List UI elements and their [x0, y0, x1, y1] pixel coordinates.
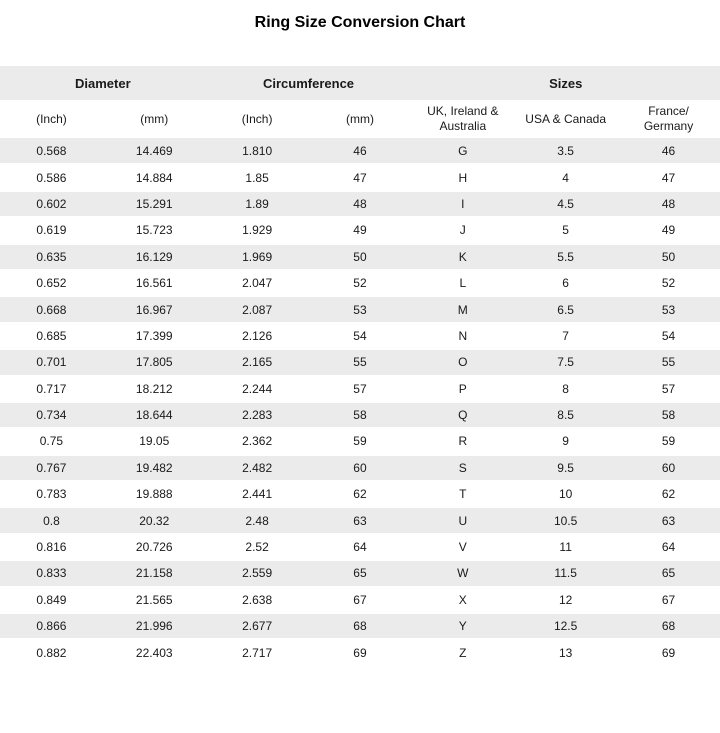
table-cell: 60 — [309, 455, 412, 481]
table-row — [0, 428, 720, 454]
group-header-cell: Diameter — [0, 66, 206, 100]
table-cell: 2.283 — [206, 402, 309, 428]
table-cell: 0.833 — [0, 560, 103, 586]
table-cell: 55 — [617, 349, 720, 375]
table-cell: 69 — [309, 639, 412, 665]
table-cell: 0.816 — [0, 534, 103, 560]
table-row — [0, 455, 720, 481]
table-header — [0, 66, 720, 138]
table-cell: 2.441 — [206, 481, 309, 507]
column-header-cell: UK, Ireland & Australia — [411, 100, 514, 138]
table-cell: 2.362 — [206, 428, 309, 454]
table-cell: 6 — [514, 270, 617, 296]
table-row — [0, 587, 720, 613]
table-cell: H — [411, 164, 514, 190]
table-cell: 16.561 — [103, 270, 206, 296]
table-cell: 0.866 — [0, 613, 103, 639]
column-header-cell: France/ Germany — [617, 100, 720, 138]
table-cell: 17.399 — [103, 323, 206, 349]
table-cell: 0.635 — [0, 244, 103, 270]
table-row — [0, 349, 720, 375]
table-cell: 1.85 — [206, 164, 309, 190]
table-cell: 9.5 — [514, 455, 617, 481]
table-cell: 2.48 — [206, 507, 309, 533]
table-cell: 9 — [514, 428, 617, 454]
group-header-cell: Sizes — [411, 66, 720, 100]
table-cell: Q — [411, 402, 514, 428]
table-cell: 8 — [514, 376, 617, 402]
table-cell: L — [411, 270, 514, 296]
table-cell: 0.8 — [0, 507, 103, 533]
table-cell: 19.482 — [103, 455, 206, 481]
table-body — [0, 138, 720, 666]
table-cell: T — [411, 481, 514, 507]
table-cell: 2.244 — [206, 376, 309, 402]
column-header-cell: (Inch) — [206, 100, 309, 138]
table-cell: 11 — [514, 534, 617, 560]
table-row — [0, 164, 720, 190]
table-row — [0, 244, 720, 270]
table-row — [0, 270, 720, 296]
table-cell: 2.638 — [206, 587, 309, 613]
column-header-cell: (mm) — [309, 100, 412, 138]
table-row — [0, 138, 720, 164]
table-cell: I — [411, 191, 514, 217]
table-row — [0, 560, 720, 586]
table-cell: S — [411, 455, 514, 481]
table-cell: 50 — [309, 244, 412, 270]
table-cell: 63 — [309, 507, 412, 533]
table-cell: 52 — [309, 270, 412, 296]
table-cell: 64 — [617, 534, 720, 560]
table-cell: 11.5 — [514, 560, 617, 586]
table-cell: 15.291 — [103, 191, 206, 217]
table-cell: N — [411, 323, 514, 349]
table-cell: 6.5 — [514, 296, 617, 322]
table-cell: 48 — [309, 191, 412, 217]
column-header-cell: USA & Canada — [514, 100, 617, 138]
table-cell: K — [411, 244, 514, 270]
table-cell: 0.568 — [0, 138, 103, 164]
table-cell: 2.717 — [206, 639, 309, 665]
table-row — [0, 639, 720, 665]
table-cell: 0.701 — [0, 349, 103, 375]
table-cell: 47 — [309, 164, 412, 190]
table-row — [0, 323, 720, 349]
table-cell: 20.726 — [103, 534, 206, 560]
table-cell: 63 — [617, 507, 720, 533]
table-cell: 58 — [617, 402, 720, 428]
table-cell: 19.05 — [103, 428, 206, 454]
table-cell: 68 — [309, 613, 412, 639]
table-cell: 2.482 — [206, 455, 309, 481]
table-cell: 15.723 — [103, 217, 206, 243]
table-cell: 2.087 — [206, 296, 309, 322]
table-cell: 21.158 — [103, 560, 206, 586]
table-cell: 4 — [514, 164, 617, 190]
table-cell: M — [411, 296, 514, 322]
table-cell: 21.996 — [103, 613, 206, 639]
table-cell: G — [411, 138, 514, 164]
table-cell: 49 — [617, 217, 720, 243]
table-cell: 0.882 — [0, 639, 103, 665]
table-cell: 2.047 — [206, 270, 309, 296]
table-cell: 2.52 — [206, 534, 309, 560]
table-cell: 5 — [514, 217, 617, 243]
table-cell: 21.565 — [103, 587, 206, 613]
page-title: Ring Size Conversion Chart — [254, 14, 466, 31]
table-cell: Y — [411, 613, 514, 639]
table-cell: X — [411, 587, 514, 613]
table-cell: 0.75 — [0, 428, 103, 454]
table-cell: 12 — [514, 587, 617, 613]
table-cell: 2.559 — [206, 560, 309, 586]
table-cell: 0.652 — [0, 270, 103, 296]
table-cell: 67 — [309, 587, 412, 613]
table-cell: 18.212 — [103, 376, 206, 402]
table-cell: 55 — [309, 349, 412, 375]
table-cell: 60 — [617, 455, 720, 481]
table-cell: 54 — [309, 323, 412, 349]
table-cell: 65 — [309, 560, 412, 586]
table-cell: 58 — [309, 402, 412, 428]
table-row — [0, 191, 720, 217]
table-cell: 4.5 — [514, 191, 617, 217]
table-cell: 0.783 — [0, 481, 103, 507]
table-cell: 2.677 — [206, 613, 309, 639]
table-row — [0, 534, 720, 560]
table-row — [0, 402, 720, 428]
table-cell: 7.5 — [514, 349, 617, 375]
table-cell: 20.32 — [103, 507, 206, 533]
table-cell: V — [411, 534, 514, 560]
table-cell: 1.89 — [206, 191, 309, 217]
table-cell: J — [411, 217, 514, 243]
table-cell: Z — [411, 639, 514, 665]
table-cell: 0.717 — [0, 376, 103, 402]
table-cell: 0.849 — [0, 587, 103, 613]
table-cell: 53 — [309, 296, 412, 322]
table-cell: 0.685 — [0, 323, 103, 349]
table-cell: 47 — [617, 164, 720, 190]
table-cell: 14.884 — [103, 164, 206, 190]
table-cell: 16.129 — [103, 244, 206, 270]
table-cell: 5.5 — [514, 244, 617, 270]
table-cell: 67 — [617, 587, 720, 613]
table-cell: 2.126 — [206, 323, 309, 349]
table-cell: U — [411, 507, 514, 533]
table-cell: 19.888 — [103, 481, 206, 507]
table-cell: 2.165 — [206, 349, 309, 375]
table-row — [0, 507, 720, 533]
table-row — [0, 481, 720, 507]
table-cell: 10.5 — [514, 507, 617, 533]
ring-size-chart-page — [0, 13, 720, 667]
table-cell: 57 — [309, 376, 412, 402]
table-cell: 57 — [617, 376, 720, 402]
table-cell: 1.929 — [206, 217, 309, 243]
table-cell: 13 — [514, 639, 617, 665]
table-cell: 1.810 — [206, 138, 309, 164]
table-cell: 3.5 — [514, 138, 617, 164]
table-cell: 59 — [617, 428, 720, 454]
table-row — [0, 296, 720, 322]
table-cell: 1.969 — [206, 244, 309, 270]
table-row — [0, 613, 720, 639]
table-cell: 0.602 — [0, 191, 103, 217]
table-cell: 0.734 — [0, 402, 103, 428]
table-cell: R — [411, 428, 514, 454]
table-cell: 18.644 — [103, 402, 206, 428]
group-header-row — [0, 66, 720, 100]
table-cell: 62 — [309, 481, 412, 507]
table-cell: 64 — [309, 534, 412, 560]
table-cell: 0.586 — [0, 164, 103, 190]
column-header-cell: (mm) — [103, 100, 206, 138]
table-cell: 49 — [309, 217, 412, 243]
table-cell: 59 — [309, 428, 412, 454]
table-cell: 62 — [617, 481, 720, 507]
table-cell: 0.668 — [0, 296, 103, 322]
table-cell: 7 — [514, 323, 617, 349]
column-header-row — [0, 100, 720, 138]
table-row — [0, 217, 720, 243]
table-cell: 54 — [617, 323, 720, 349]
table-cell: 14.469 — [103, 138, 206, 164]
table-cell: O — [411, 349, 514, 375]
table-cell: 50 — [617, 244, 720, 270]
group-header-cell: Circumference — [206, 66, 412, 100]
table-cell: W — [411, 560, 514, 586]
table-cell: 17.805 — [103, 349, 206, 375]
table-cell: 22.403 — [103, 639, 206, 665]
table-cell: 16.967 — [103, 296, 206, 322]
table-cell: 53 — [617, 296, 720, 322]
table-cell: 46 — [309, 138, 412, 164]
table-row — [0, 376, 720, 402]
table-cell: 10 — [514, 481, 617, 507]
table-cell: 0.619 — [0, 217, 103, 243]
table-cell: 46 — [617, 138, 720, 164]
table-cell: 8.5 — [514, 402, 617, 428]
table-cell: 0.767 — [0, 455, 103, 481]
table-cell: 48 — [617, 191, 720, 217]
ring-size-conversion-table — [0, 66, 720, 667]
table-cell: P — [411, 376, 514, 402]
table-cell: 69 — [617, 639, 720, 665]
column-header-cell: (Inch) — [0, 100, 103, 138]
table-cell: 65 — [617, 560, 720, 586]
table-cell: 12.5 — [514, 613, 617, 639]
table-cell: 52 — [617, 270, 720, 296]
table-cell: 68 — [617, 613, 720, 639]
